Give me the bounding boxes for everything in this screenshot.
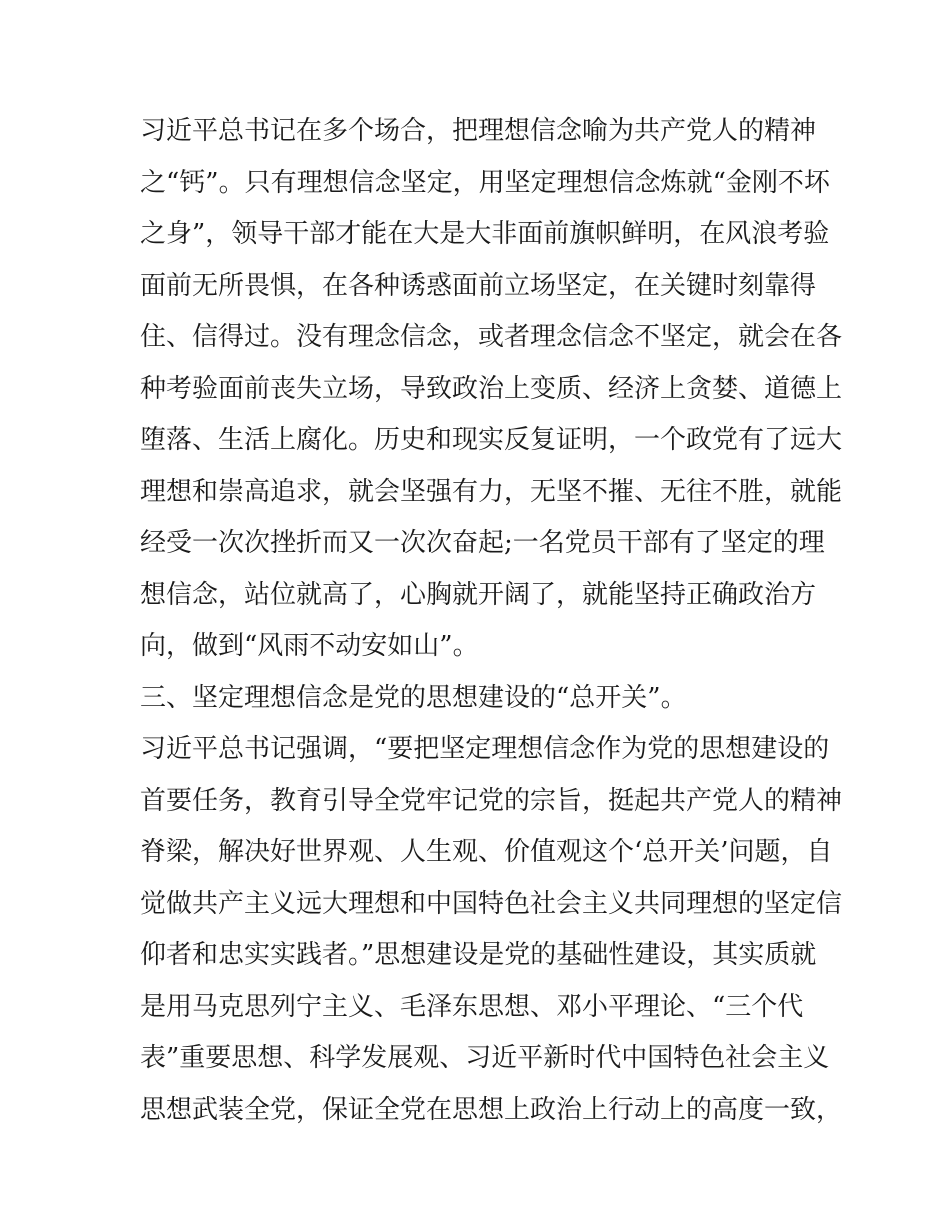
- text-line: 习近平总书记强调，“要把坚定理想信念作为党的思想建设的: [140, 734, 830, 764]
- text-line: 脊梁，解决好世界观、人生观、价值观这个‘总开关’问题，自: [140, 837, 833, 867]
- text-line: 住、信得过。没有理念信念，或者理念信念不坚定，就会在各: [140, 322, 843, 352]
- text-line: 种考验面前丧失立场，导致政治上变质、经济上贪婪、道德上: [140, 373, 843, 404]
- text-line: 之身”，领导干部才能在大是大非面前旗帜鲜明，在风浪考验: [140, 219, 830, 249]
- text-line: 经受一次次挫折而又一次次奋起;一名党员干部有了坚定的理: [140, 528, 825, 558]
- text-line: 表”重要思想、科学发展观、习近平新时代中国特色社会主义: [140, 1043, 830, 1073]
- text-line: 思想武装全党，保证全党在思想上政治上行动上的高度一致，: [140, 1094, 843, 1125]
- text-line: 之“钙”。只有理想信念坚定，用坚定理想信念炼就“金刚不坏: [140, 167, 830, 198]
- text-line: 堕落、生活上腐化。历史和现实反复证明，一个政党有了远大: [140, 425, 843, 455]
- text-line: 面前无所畏惧，在各种诱惑面前立场坚定，在关键时刻靠得: [140, 270, 817, 301]
- text-line: 习近平总书记在多个场合，把理想信念喻为共产党人的精神: [140, 116, 817, 146]
- text-line: 仰者和忠实实践者。”思想建设是党的基础性建设，其实质就: [140, 940, 817, 970]
- text-line: 想信念，站位就高了，心胸就开阔了，就能坚持正确政治方: [140, 579, 817, 610]
- text-line: 向，做到“风雨不动安如山”。: [140, 631, 479, 661]
- document-body: [140, 106, 843, 1136]
- text-line: 首要任务，教育引导全党牢记党的宗旨，挺起共产党人的精神: [140, 785, 843, 816]
- section-heading: 三、坚定理想信念是党的思想建设的“总开关”。: [140, 682, 687, 713]
- text-line: 觉做共产主义远大理想和中国特色社会主义共同理想的坚定信: [140, 888, 843, 919]
- text-line: 理想和崇高追求，就会坚强有力，无坚不摧、无往不胜，就能: [140, 476, 843, 507]
- text-line: 是用马克思列宁主义、毛泽东思想、邓小平理论、“三个代: [140, 991, 804, 1022]
